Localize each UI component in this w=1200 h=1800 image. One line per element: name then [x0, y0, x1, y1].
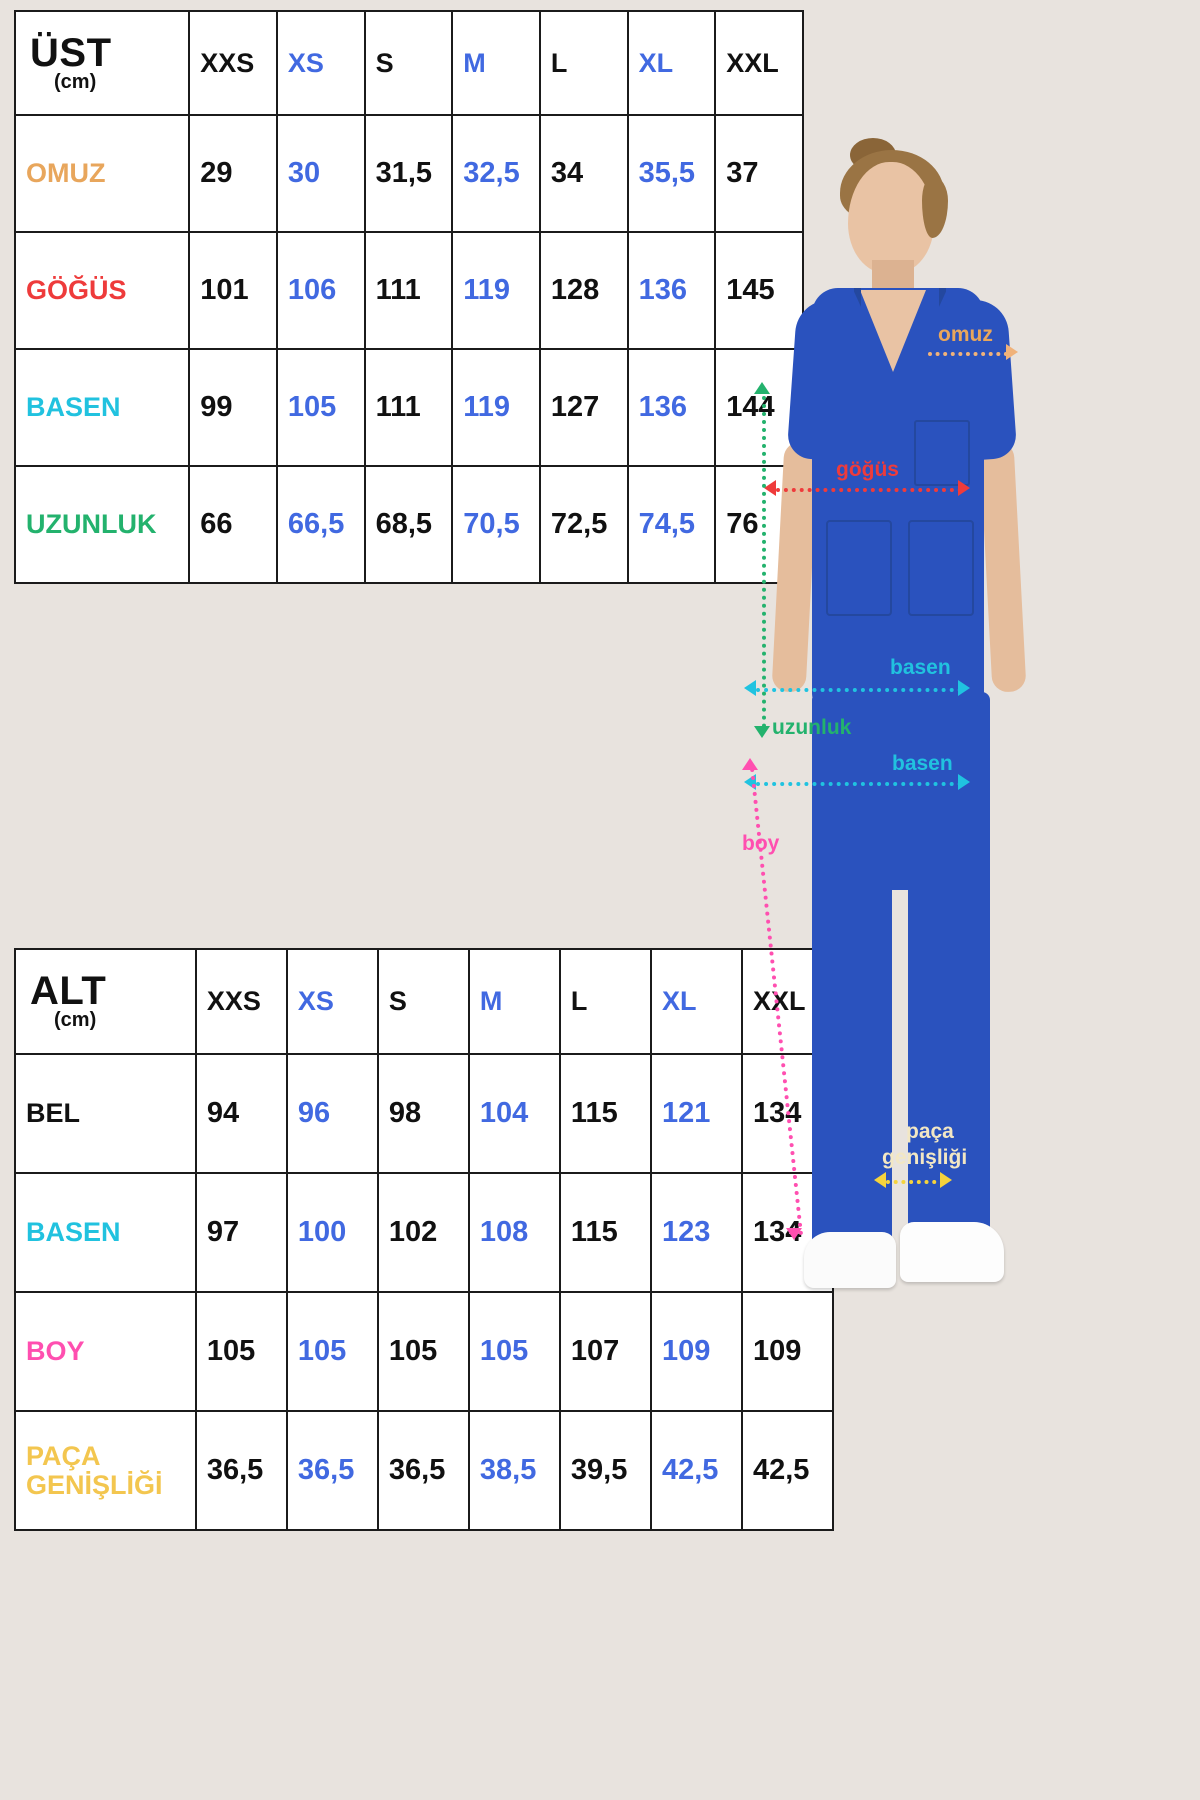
annotation-gogus: göğüs [836, 458, 899, 481]
chest-pocket [914, 420, 970, 486]
pocket-right [908, 520, 974, 616]
cell-basen-alt-xs: 100 [287, 1173, 378, 1292]
model-photo [700, 120, 1200, 1520]
cell-paca-m: 38,5 [469, 1411, 560, 1530]
header-alt-size-xs: XS [287, 949, 378, 1054]
table-row [15, 115, 803, 232]
cell-boy-xs: 105 [287, 1292, 378, 1411]
pant-leg-left [812, 880, 894, 1250]
row-label-paca-genisligi: PAÇA GENİŞLİĞİ [15, 1411, 196, 1530]
table-row [15, 11, 803, 115]
table-alt-unit: (cm) [54, 1009, 97, 1031]
cell-omuz-xxs: 29 [189, 115, 277, 232]
table-ust [14, 10, 804, 584]
table-ust-unit: (cm) [54, 70, 97, 93]
row-label-boy: BOY [15, 1292, 196, 1411]
cell-basen-alt-xl: 123 [651, 1173, 742, 1292]
annotation-paca-line2: genişliği [882, 1146, 968, 1169]
hair-side [922, 176, 948, 238]
table-ust-corner [15, 11, 189, 115]
cell-basen-ust-l: 127 [540, 349, 628, 466]
pant-leg-right [906, 880, 990, 1250]
cell-uzunluk-l: 72,5 [540, 466, 628, 583]
cell-paca-s: 36,5 [378, 1411, 469, 1530]
arm-right [979, 441, 1026, 692]
cell-omuz-l: 34 [540, 115, 628, 232]
shoe-left [804, 1232, 896, 1288]
cell-gogus-xl: 136 [628, 232, 716, 349]
cell-basen-ust-xl: 136 [628, 349, 716, 466]
header-size-m: M [452, 11, 540, 115]
cell-basen-ust-xxl: 144 [715, 349, 803, 466]
cell-gogus-l: 128 [540, 232, 628, 349]
cell-omuz-m: 32,5 [452, 115, 540, 232]
cell-gogus-m: 119 [452, 232, 540, 349]
cell-boy-xxl: 109 [742, 1292, 833, 1411]
table-alt-corner [15, 949, 196, 1054]
header-size-xl: XL [628, 11, 716, 115]
header-size-xxl: XXL [715, 11, 803, 115]
cell-boy-s: 105 [378, 1292, 469, 1411]
header-size-xxs: XXS [189, 11, 277, 115]
header-alt-size-s: S [378, 949, 469, 1054]
header-size-s: S [365, 11, 453, 115]
header-alt-size-m: M [469, 949, 560, 1054]
cell-uzunluk-xl: 74,5 [628, 466, 716, 583]
header-size-xs: XS [277, 11, 365, 115]
row-label-basen-ust: BASEN [15, 349, 189, 466]
table-row [15, 349, 803, 466]
cell-bel-s: 98 [378, 1054, 469, 1173]
cell-boy-m: 105 [469, 1292, 560, 1411]
cell-paca-xs: 36,5 [287, 1411, 378, 1530]
cell-bel-xxs: 94 [196, 1054, 287, 1173]
cell-omuz-xxl: 37 [715, 115, 803, 232]
cell-bel-l: 115 [560, 1054, 651, 1173]
cell-omuz-xl: 35,5 [628, 115, 716, 232]
header-alt-size-xxs: XXS [196, 949, 287, 1054]
table-row [15, 232, 803, 349]
shoe-right [900, 1222, 1004, 1282]
head [848, 162, 934, 274]
cell-boy-xl: 109 [651, 1292, 742, 1411]
cell-uzunluk-xxs: 66 [189, 466, 277, 583]
annotation-basen-top: basen [890, 656, 951, 679]
cell-bel-m: 104 [469, 1054, 560, 1173]
cell-basen-ust-m: 119 [452, 349, 540, 466]
row-label-basen-alt: BASEN [15, 1173, 196, 1292]
annotation-boy: boy [742, 832, 780, 855]
cell-basen-alt-m: 108 [469, 1173, 560, 1292]
row-label-bel: BEL [15, 1054, 196, 1173]
row-label-gogus: GÖĞÜS [15, 232, 189, 349]
header-alt-size-xxl: XXL [742, 949, 833, 1054]
header-alt-size-xl: XL [651, 949, 742, 1054]
cell-boy-l: 107 [560, 1292, 651, 1411]
annotation-basen-bottom: basen [892, 752, 953, 775]
cell-basen-alt-s: 102 [378, 1173, 469, 1292]
cell-gogus-xxl: 145 [715, 232, 803, 349]
cell-gogus-s: 111 [365, 232, 453, 349]
annotation-paca-line1: paça [906, 1120, 954, 1143]
cell-paca-xxl: 42,5 [742, 1411, 833, 1530]
cell-uzunluk-xxl: 76 [715, 466, 803, 583]
cell-paca-xl: 42,5 [651, 1411, 742, 1530]
cell-uzunluk-s: 68,5 [365, 466, 453, 583]
cell-basen-ust-s: 111 [365, 349, 453, 466]
cell-uzunluk-xs: 66,5 [277, 466, 365, 583]
annotation-uzunluk: uzunluk [772, 716, 852, 739]
cell-paca-xxs: 36,5 [196, 1411, 287, 1530]
row-label-uzunluk: UZUNLUK [15, 466, 189, 583]
cell-basen-alt-xxl: 134 [742, 1173, 833, 1292]
cell-omuz-s: 31,5 [365, 115, 453, 232]
cell-paca-l: 39,5 [560, 1411, 651, 1530]
table-alt-title: ALT [30, 969, 107, 1013]
pant-gap [892, 890, 908, 1250]
cell-basen-ust-xxs: 99 [189, 349, 277, 466]
cell-uzunluk-m: 70,5 [452, 466, 540, 583]
row-label-omuz: OMUZ [15, 115, 189, 232]
cell-bel-xxl: 134 [742, 1054, 833, 1173]
cell-omuz-xs: 30 [277, 115, 365, 232]
cell-boy-xxs: 105 [196, 1292, 287, 1411]
cell-gogus-xs: 106 [277, 232, 365, 349]
cell-gogus-xxs: 101 [189, 232, 277, 349]
annotation-omuz: omuz [938, 323, 993, 346]
cell-basen-ust-xs: 105 [277, 349, 365, 466]
cell-bel-xs: 96 [287, 1054, 378, 1173]
cell-bel-xl: 121 [651, 1054, 742, 1173]
cell-basen-alt-xxs: 97 [196, 1173, 287, 1292]
table-ust-title: ÜST [30, 30, 112, 75]
header-alt-size-l: L [560, 949, 651, 1054]
header-size-l: L [540, 11, 628, 115]
table-row [15, 466, 803, 583]
cell-basen-alt-l: 115 [560, 1173, 651, 1292]
pocket-left [826, 520, 892, 616]
